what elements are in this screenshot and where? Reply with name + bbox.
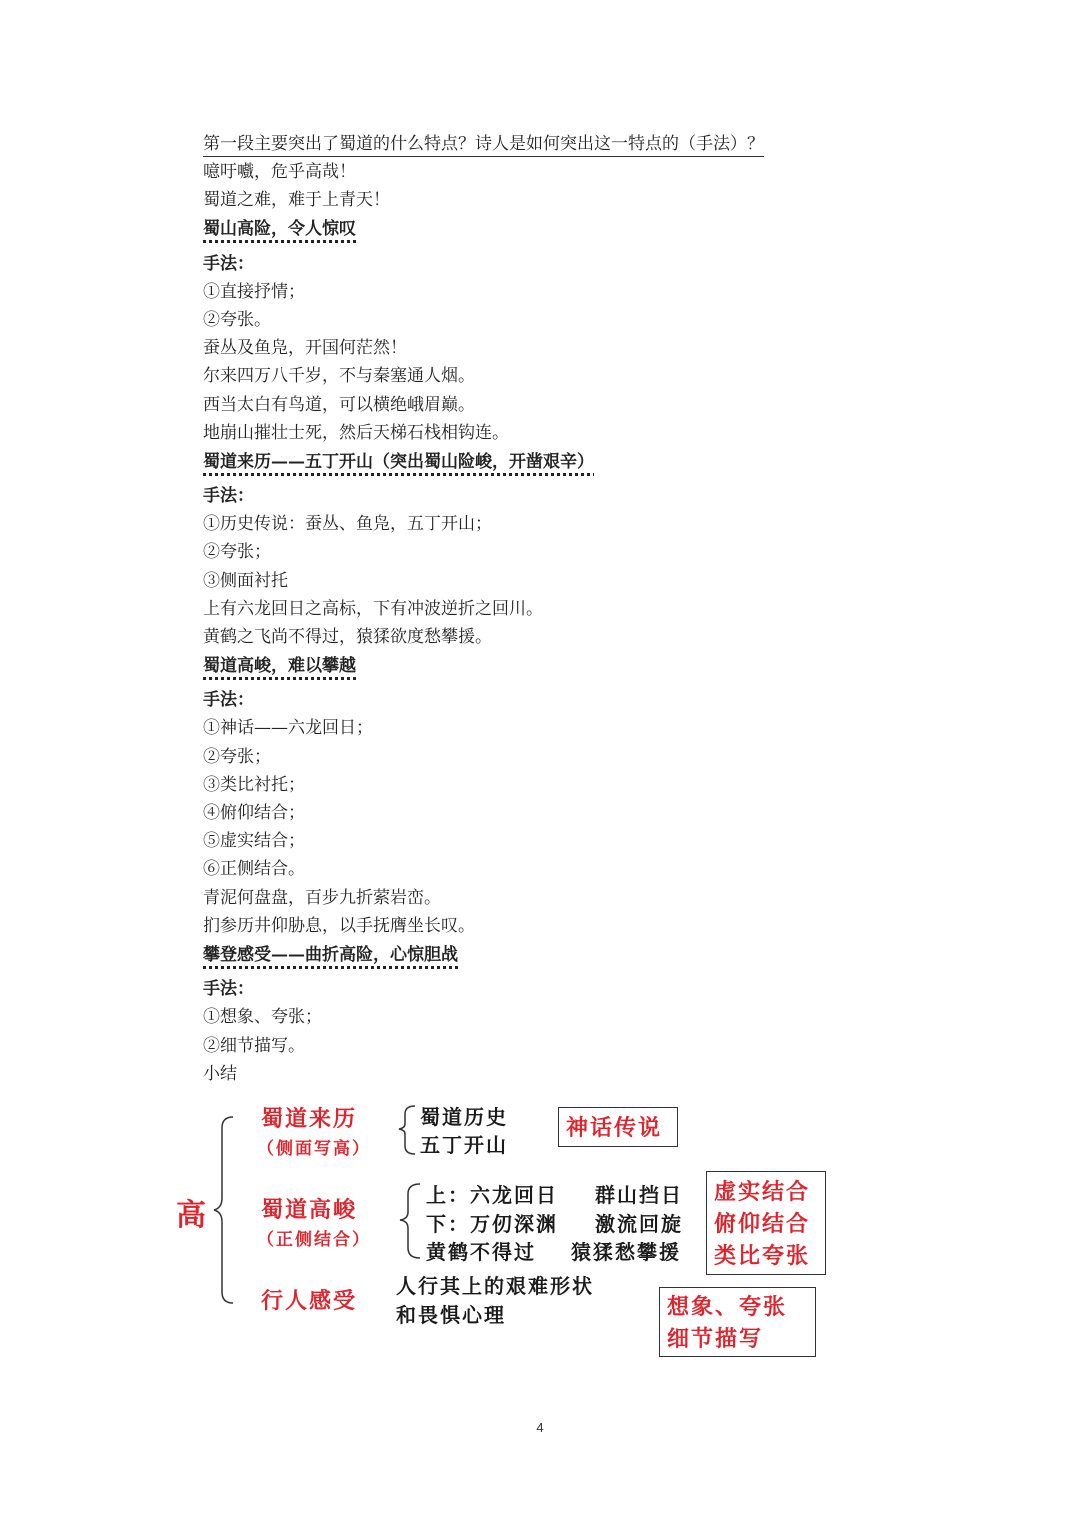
branch1-box-text: 神话传说: [566, 1115, 663, 1141]
technique-item: ①历史传说：蚕丛、鱼凫，五丁开山；: [203, 514, 492, 534]
summary-heading: 小结: [203, 1064, 237, 1084]
poem-line: 上有六龙回日之高标，下有冲波逆折之回川。: [203, 599, 543, 619]
technique-item: ①神话——六龙回日；: [203, 718, 373, 738]
branch1-title: 蜀道来历: [261, 1106, 358, 1132]
branch2-row-right: 群山挡日: [595, 1183, 683, 1207]
question-heading: 第一段主要突出了蜀道的什么特点？诗人是如何突出这一特点的（手法）？: [203, 133, 764, 157]
poem-line: 黄鹤之飞尚不得过，猿猱欲度愁攀援。: [203, 627, 492, 647]
branch2-box-text: 类比夸张: [714, 1243, 811, 1269]
branch2-brace: [400, 1184, 420, 1258]
branch3-box-text: 想象、夸张: [667, 1294, 788, 1320]
branch3-title: 行人感受: [261, 1288, 358, 1314]
branch1-brace: [399, 1106, 415, 1154]
page-number: 4: [536, 1420, 544, 1435]
poem-line: 尔来四万八千岁，不与秦塞通人烟。: [203, 366, 475, 386]
section-summary: 蜀山高险，令人惊叹: [203, 219, 356, 239]
branch2-row-right: 激流回旋: [595, 1212, 683, 1236]
poem-line: 蜀道之难，难于上青天！: [203, 190, 390, 210]
branch1-item: 五丁开山: [420, 1133, 508, 1157]
technique-item: ⑤虚实结合；: [203, 831, 305, 851]
main-brace: [214, 1117, 233, 1303]
branch2-title: 蜀道高峻: [261, 1197, 358, 1223]
branch2-box-text: 虚实结合: [714, 1179, 811, 1205]
branch2-box-text: 俯仰结合: [714, 1211, 811, 1237]
poem-line: 扪参历井仰胁息，以手抚膺坐长叹。: [203, 916, 475, 936]
technique-item: ②夸张；: [203, 747, 271, 767]
section-summary: 攀登感受——曲折高险，心惊胆战: [203, 945, 458, 965]
technique-label: 手法：: [203, 979, 254, 999]
technique-item: ①想象、夸张；: [203, 1007, 322, 1027]
section-summary: 蜀道高峻，难以攀越: [203, 656, 356, 676]
technique-item: ②细节描写。: [203, 1036, 305, 1056]
summary-root: 高: [176, 1198, 206, 1233]
section-summary: 蜀道来历——五丁开山（突出蜀山险峻，开凿艰辛）: [203, 452, 594, 472]
technique-item: ③侧面衬托: [203, 571, 288, 591]
technique-item: ⑥正侧结合。: [203, 859, 305, 879]
technique-label: 手法：: [203, 690, 254, 710]
branch3-item: 人行其上的艰难形状: [396, 1274, 594, 1298]
branch2-row-left: 上：六龙回日: [426, 1183, 558, 1207]
branch2-row-left: 黄鹤不得过: [426, 1240, 536, 1264]
poem-line: 西当太白有鸟道，可以横绝峨眉巅。: [203, 395, 475, 415]
poem-line: 地崩山摧壮士死，然后天梯石栈相钩连。: [203, 423, 509, 443]
branch2-row-left: 下：万仞深渊: [426, 1212, 558, 1236]
technique-item: ③类比衬托；: [203, 775, 305, 795]
technique-label: 手法：: [203, 486, 254, 506]
technique-item: ②夸张；: [203, 542, 271, 562]
branch3-box-text: 细节描写: [667, 1326, 764, 1352]
technique-item: ②夸张。: [203, 310, 271, 330]
technique-item: ①直接抒情；: [203, 282, 305, 302]
poem-line: 噫吁嚱，危乎高哉！: [203, 162, 356, 182]
branch2-row-right: 猿猱愁攀援: [571, 1240, 681, 1264]
poem-line: 青泥何盘盘，百步九折萦岩峦。: [203, 888, 441, 908]
branch1-item: 蜀道历史: [420, 1105, 508, 1129]
branch1-subtitle: （侧面写高）: [257, 1139, 371, 1159]
branch3-item: 和畏惧心理: [396, 1303, 506, 1327]
technique-item: ④俯仰结合；: [203, 803, 305, 823]
technique-label: 手法：: [203, 254, 254, 274]
poem-line: 蚕丛及鱼凫，开国何茫然！: [203, 338, 407, 358]
branch2-subtitle: （正侧结合）: [257, 1230, 371, 1250]
